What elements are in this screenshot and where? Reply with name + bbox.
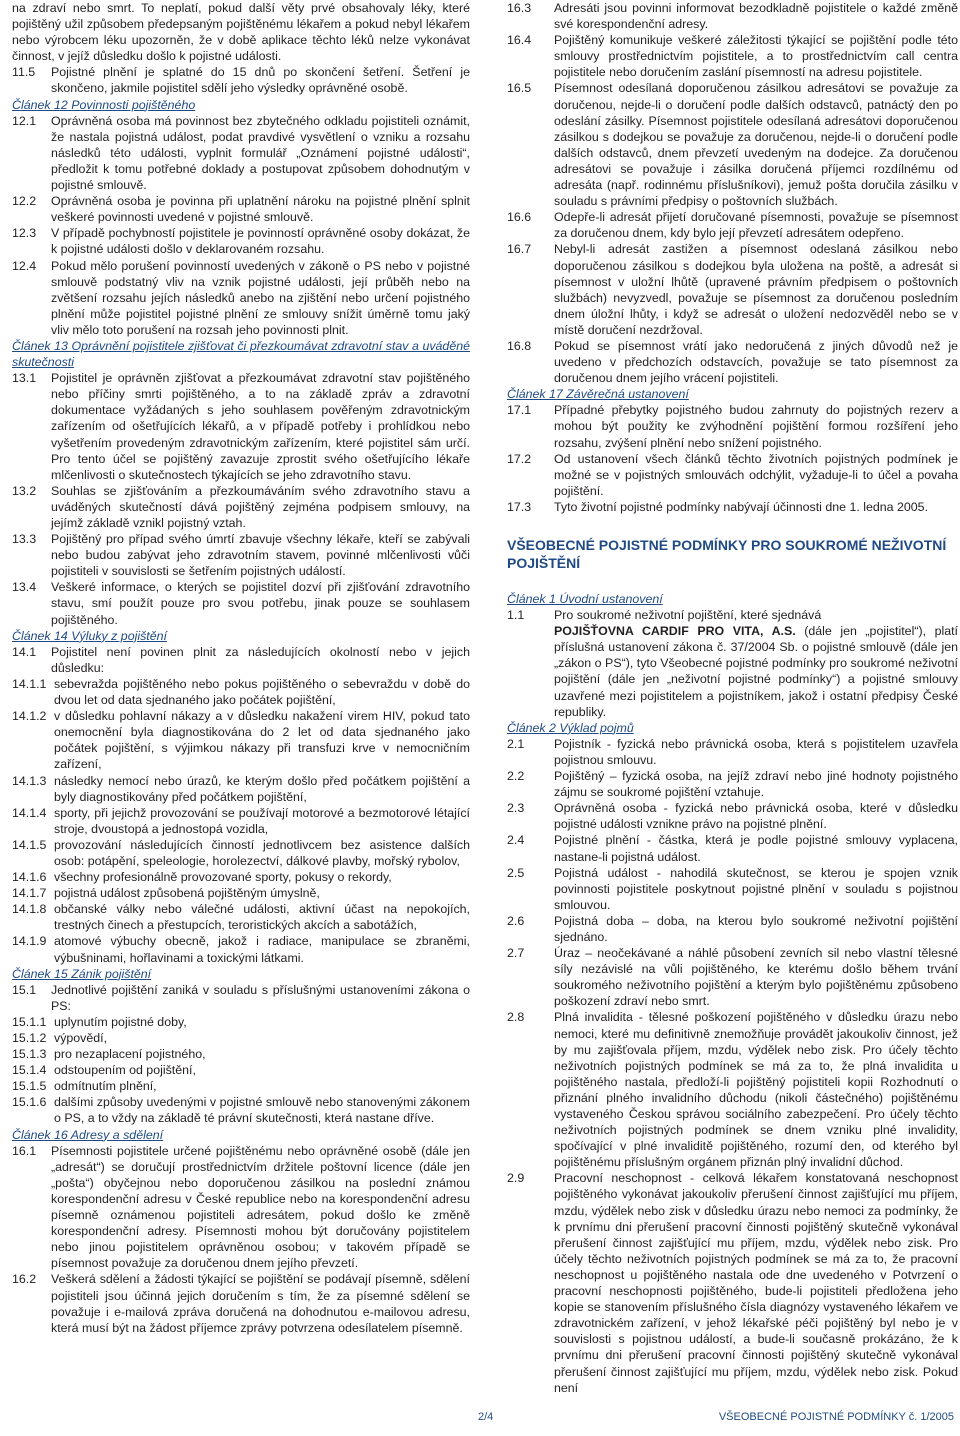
clause-item — [507, 499, 958, 515]
clause-number: 15.1.4 — [12, 1063, 47, 1078]
clause-text: Veškerá sdělení a žádosti týkající se pojištění se podávají písemně, sdělení pojistiteli jsou účinná jejich doručením s tím, že za písemné sdělení se považuje i e-mailová zpráva doručená na dohodnutou e-mailovou adresu, která musí být na žádost příjemce zprávy potvrzena odesílatelem písemně. — [51, 1272, 470, 1335]
clause-number: 2.4 — [507, 833, 525, 848]
clause-item — [12, 805, 470, 837]
clause-number: 12.4 — [12, 258, 37, 273]
clause-item — [507, 607, 958, 720]
clause-item — [12, 982, 470, 1014]
clause-item — [12, 225, 470, 257]
clause-text: Od ustanovení všech článků těchto životních pojistných podmínek je možné se v pojistných smlouvách odchýlit, vyžaduje-li to účel a povaha pojištění. — [554, 451, 958, 498]
clause-text: Nebyl-li adresát zastižen a písemnost odeslaná zásilkou nebo doporučenou zásilkou s dodejkou byla uložena na poště, a adresát si písemnost v uložní lhůtě (upravené právním předpisem o poštovních službách) nevyzvedl, považuje se písemnost za doručenou posledním dnem úložní lhůty, i když se adresát o uložení nedozvěděl nebo se v místě doručení nezdržoval. — [554, 242, 958, 337]
clause-number: 11.5 — [12, 65, 36, 80]
clause-item — [12, 1014, 470, 1030]
clause-item — [507, 1170, 958, 1395]
clause-number: 12.2 — [12, 194, 37, 209]
article-heading: Článek 13 Oprávnění pojistitele zjišťovat či přezkoumávat zdravotní stav a uváděné skutečnosti — [12, 338, 470, 370]
clause-item — [12, 1062, 470, 1078]
clause-number: 16.4 — [507, 33, 532, 48]
clause-text: Pojistitel je oprávněn zjišťovat a přezkoumávat zdravotní stav pojištěného nebo příčiny smrti pojištěného, a to na základě zpráv a zdravotní dokumentace vyžádaných s jeho souhlasem pověřeným zdravotnickým zařízením od ošetřujících lékařů, a v případě potřeby i prohlídkou nebo vyšetřením provedeným zdravotnickým zařízením, které pojistitel sám určí. Pro tento účel se pojištěný zavazuje zprostit svého ošetřujícího lékaře mlčenlivosti o skutečnostech týkajících se jeho zdravotního stavu. — [51, 371, 470, 482]
company-name: POJIŠŤOVNA CARDIF PRO VITA, A.S. — [554, 624, 796, 639]
clause-number: 16.3 — [507, 1, 532, 15]
clause-text: sebevražda pojištěného nebo pokus pojištěného o sebevraždu v době do dvou let od data sjednaného jako počátek pojištění, — [54, 676, 470, 708]
clause-number: 15.1.2 — [12, 1031, 47, 1045]
clause-item — [507, 209, 958, 241]
clause-item — [12, 901, 470, 933]
clause-number: 17.3 — [507, 499, 532, 514]
clause-text: Pojistitel není povinen plnit za následujících okolností nebo v jejich důsledku: — [51, 644, 470, 675]
clause-text: Pojistné plnění je splatné do 15 dnů po skončení šetření. Šetření je skončeno, jakmile pojistitel sdělí jeho výsledky oprávněné osobě. — [51, 65, 470, 96]
clause-number: 16.2 — [12, 1272, 37, 1287]
clause-number: 14.1 — [12, 644, 37, 659]
clause-text: Jednotlivé pojištění zaniká v souladu s příslušnými ustanoveními zákona o PS: — [51, 982, 470, 1013]
clause-text: Pojistné plnění - částka, která je podle pojistné smlouvy vyplacena, nastane-li pojistná událost. — [554, 833, 958, 864]
clause-text: provozování následujících činností jednotlivcem bez asistence dalších osob: potápění, speleologie, horolezectví, dálkové plavby, mořský rybolov, — [54, 837, 470, 868]
clause-number: 1.1 — [507, 608, 525, 623]
clause-text: V případě pochybností pojistitele je povinností oprávněné osoby dokázat, že k pojistné události došlo v deklarovaném rozsahu. — [51, 226, 470, 257]
article-heading: Článek 14 Výluky z pojištění — [12, 628, 167, 643]
clause-text: Souhlas se zjišťováním a přezkoumáváním svého zdravotního stavu a uváděných skutečností dává pojištěný zejména podpisem smlouvy, na jejímž základě vznikl pojistný vztah. — [51, 483, 470, 530]
clause-number: 14.1.7 — [12, 886, 47, 901]
clause-text: Případné přebytky pojistného budou zahrnuty do pojistných rezerv a mohou být použity ke zvýhodnění pojištění formou rozšíření jeho rozsahu, zvýšení plnění nebo snížení pojistného. — [554, 403, 958, 450]
clause-text: Pojistná událost - nahodilá skutečnost, se kterou je spojen vznik povinnosti pojistitele poskytnout pojistné plnění v souladu s pojistnou smlouvou. — [554, 865, 958, 912]
clause-number: 2.1 — [507, 736, 525, 751]
clause-item — [12, 1046, 470, 1062]
clause-item — [12, 258, 470, 338]
clause-number: 2.2 — [507, 769, 525, 784]
clause-item — [507, 451, 958, 499]
clause-number: 2.6 — [507, 913, 525, 928]
clause-number: 2.5 — [507, 865, 525, 880]
clause-number: 15.1.1 — [12, 1014, 47, 1029]
clause-number: 16.7 — [507, 242, 532, 257]
clause-number: 2.9 — [507, 1171, 525, 1186]
clause-text: Pojištěný – fyzická osoba, na jejíž zdraví nebo jiné hodnoty pojistného zájmu se soukromé pojištění vztahuje. — [554, 769, 958, 800]
clause-text: uplynutím pojistné doby, — [54, 1014, 187, 1029]
clause-text: výpovědí, — [54, 1031, 108, 1045]
clause-text-part: (dále jen „pojistitel“), platí příslušná ustanovení zákona č. 37/2004 Sb. o pojistné smlouvě (dále jen „zákon o PS“), tyto Všeobecné pojistné podmínky pro soukromé neživotní pojištění (dále jen „neživotní pojistné podmínky“) a pojistné smlouvy uzavřené mezi pojistitelem a pojistníkem, jakož i ostatní předpisy České republiky. — [554, 624, 958, 719]
clause-number: 14.1.3 — [12, 773, 47, 788]
clause-item — [12, 773, 470, 805]
clause-number: 16.1 — [12, 1143, 37, 1158]
clause-item — [507, 736, 958, 768]
clause-text: Písemnosti pojistitele určené pojištěnému nebo oprávněné osobě (dále jen „adresát“) se doručují prostřednictvím držitele poštovní licence (dále jen „pošta“) obyčejnou nebo doporučenou zásilkou na poslední známou korespondenční adresu v České republice nebo na korespondenční adresu písemně oznámenou pojistiteli adresátem, pokud došlo ke změně korespondenční adresy. Písemnosti mohou být doručovány pojistitelem nebo jinou pojistitelem oprávněnou osobou; v takovém případě se písemnost považuje za doručenou dnem jejího převzetí. — [51, 1143, 470, 1271]
clause-item — [507, 0, 958, 32]
clause-number: 15.1.3 — [12, 1047, 47, 1062]
clause-number: 16.6 — [507, 210, 532, 225]
clause-item — [507, 832, 958, 864]
clause-text: Tyto životní pojistné podmínky nabývají účinnosti dne 1. ledna 2005. — [554, 499, 929, 514]
clause-item — [12, 885, 470, 901]
clause-text: všechny profesionálně provozované sporty, pokusy o rekordy, — [54, 870, 392, 885]
clause-text: následky nemocí nebo úrazů, ke kterým došlo před počátkem pojištění a byly diagnostikovány před počátkem pojištění, — [54, 773, 470, 804]
clause-item — [507, 913, 958, 945]
clause-text: pro nezaplacení pojistného, — [54, 1047, 206, 1062]
article-heading: Článek 1 Úvodní ustanovení — [507, 592, 663, 606]
clause-item — [12, 1094, 470, 1126]
clause-text: Oprávněná osoba je povinna při uplatnění nároku na pojistné plnění splnit veškeré povinnosti uvedené v pojistné smlouvě. — [51, 194, 470, 225]
clause-number: 15.1.5 — [12, 1079, 47, 1094]
clause-item — [12, 837, 470, 869]
clause-item — [12, 64, 470, 96]
clause-item — [12, 1271, 470, 1335]
right-column — [507, 0, 958, 1400]
clause-item — [12, 579, 470, 627]
article-heading: Článek 2 Výklad pojmů — [507, 720, 634, 735]
clause-item — [507, 80, 958, 209]
clause-number: 15.1 — [12, 982, 37, 997]
paragraph: na zdraví nebo smrt. To neplatí, pokud další věty prvé obsahovaly léky, které pojištěný užil způsobem předepsaným pojištěnému lékařem a pokud nebyl lékařem nebo výrobcem léku upozorněn, že v době aplikace těchto léků nelze vykonávat činnost, v jejíž důsledku došlo k pojistné události. — [12, 1, 470, 64]
clause-text: Veškeré informace, o kterých se pojistitel dozví při zjišťování zdravotního stavu, smí použít pouze pro svou potřebu, jinak pouze se souhlasem pojištěného. — [51, 580, 470, 627]
article-heading: Článek 15 Zánik pojištění — [12, 966, 152, 981]
clause-text: Pokud mělo porušení povinností uvedených v zákoně o PS nebo v pojistné smlouvě podstatný vliv na vznik pojistné události, její průběh nebo na zvětšení rozsahu jejích následků anebo na zjištění nebo určení pojistného plnění může pojistitel pojistné plnění ze smlouvy snížit úměrně tomu jaký vliv mělo toto porušení na rozsah jeho povinnosti plnit. — [51, 258, 470, 337]
clause-number: 15.1.6 — [12, 1095, 47, 1110]
footer-title: VŠEOBECNÉ POJISTNÉ PODMÍNKY č. 1/2005 — [718, 1411, 954, 1423]
clause-text: občanské války nebo válečné události, aktivní účast na nepokojích, trestných činech a přestupcích, teroristických akcích a sabotážích, — [54, 902, 470, 933]
clause-item — [12, 193, 470, 225]
clause-number: 16.8 — [507, 338, 532, 353]
clause-item — [12, 1078, 470, 1094]
clause-item — [12, 933, 470, 965]
clause-item — [507, 338, 958, 386]
clause-item — [12, 531, 470, 579]
clause-item — [12, 1030, 470, 1046]
clause-text: Pracovní neschopnost - celková lékařem konstatovaná neschopnost pojištěného vykonávat jakoukoliv přerušení činnost zajišťující mu příjem, mzdu, výdělek nebo zisk v důsledku úrazu nebo nemoci za podmínky, že k prvnímu dni přerušení pracovní činnosti pojištěný skutečně vykonával přerušení činnost zajišťující mu příjem, mzdu, výdělek nebo zisk. Pro účely těchto neživotních pojistných podmínek se má za to, že pracovní neschopnost u pojištěného nastala ode dne uvedeného v Potvrzení o pracovní neschopnosti pojištěného, bude-li pojistiteli předložena jeho kopie se stanovením příslušného čísla diagnózy vystaveného lékařem ve zdravotnickém zařízení, v jehož lékařské péči pojištěný byl nebo je v souvislosti s pojistnou událostí, a bude-li současně prokázáno, že k prvnímu dni přerušení pracovní činnosti pojištěný skutečně vykonával přerušení činnost zajišťující mu příjem, mzdu, výdělek nebo zisk. Pokud není — [554, 1171, 958, 1395]
article-heading: Článek 17 Závěrečná ustanovení — [507, 387, 689, 402]
clause-text: Oprávněná osoba - fyzická nebo právnická osoba, které v důsledku pojistné události vznikne právo na pojistné plnění. — [554, 801, 958, 832]
clause-number: 14.1.1 — [12, 676, 47, 691]
clause-number: 14.1.6 — [12, 870, 47, 885]
clause-text: pojistná událost způsobená pojištěným úmyslně, — [54, 886, 320, 901]
clause-number: 14.1.8 — [12, 902, 47, 917]
clause-text: Úraz – neočekávané a náhlé působení zevních sil nebo vlastní tělesné síly nezávislé na vůli pojištěného, ke kterému došlo během trvání soukromého neživotního pojištění a kterým bylo pojištěnému způsobeno poškození zdraví nebo smrt. — [554, 946, 958, 1009]
clause-item — [12, 869, 470, 885]
clause-text: Pojištěný pro případ svého úmrtí zbavuje všechny lékaře, kteří se zabývali nebo budou zabývat jeho zdravotním stavem, povinné mlčenlivosti vůči pojistiteli v souvislosti se šetřením pojistných událostí. — [51, 532, 470, 579]
clause-number: 17.1 — [507, 403, 532, 418]
clause-text: Pojistník - fyzická nebo právnická osoba, která s pojistitelem uzavřela pojistnou smlouvu. — [554, 736, 958, 767]
clause-text: Plná invalidita - tělesné poškození pojištěného v důsledku úrazu nebo nemoci, které mu definitivně znemožňuje provádět jakoukoliv činnost, jež by mu zajišťovala příjem, mzdu, výdělek nebo zisk. Pro účely těchto neživotních pojistných podmínek se má za to, že plná invalidita u pojištěného nastala, předloží-li pojištěný pojistiteli kopii Rozhodnutí o přiznání plného invalidního důchodu (nikoli částečného) pojištěnému vystaveného Českou správou sociálního zabezpečení. Pro účely těchto neživotních pojistných podmínek se dnem vzniku plné invalidity, spočívající v plné invaliditě pojištěného, rozumí den, od kterého byl pojištěnému příslušným orgánem přiznán plný invalidní důchod. — [554, 1010, 958, 1170]
clause-text-part: Pro soukromé neživotní pojištění, které sjednává — [554, 608, 822, 623]
clause-text: Oprávněná osoba má povinnost bez zbytečného odkladu pojistiteli oznámit, že nastala pojistná událost, podat pravdivé vysvětlení o vzniku a rozsahu následků této události, vyplnit formulář „Oznámení pojistné události“, předložit k tomu potřebné doklady a postupovat způsobem dohodnutým v pojistné smlouvě. — [51, 113, 470, 193]
clause-item — [12, 708, 470, 772]
clause-item — [507, 768, 958, 800]
clause-number: 14.1.5 — [12, 837, 47, 852]
clause-number: 2.7 — [507, 946, 525, 961]
clause-item — [507, 1009, 958, 1170]
clause-item — [507, 800, 958, 832]
clause-item — [12, 644, 470, 676]
clause-item — [12, 483, 470, 531]
clause-item — [507, 32, 958, 80]
left-column — [12, 0, 470, 1400]
clause-number: 2.3 — [507, 801, 525, 816]
clause-number: 14.1.2 — [12, 709, 47, 724]
clause-text: odmítnutím plnění, — [54, 1079, 157, 1094]
clause-number: 13.2 — [12, 483, 37, 498]
clause-text: dalšími způsoby uvedenými v pojistné smlouvě nebo stanovenými zákonem o PS, a to vždy na základě té právní skutečnosti, která nastane dříve. — [54, 1095, 470, 1126]
clause-text: v důsledku pohlavní nákazy a v důsledku nakažení virem HIV, pokud tato onemocnění byla diagnostikována do 2 let od data sjednaného jako počátek pojištění, s výjimkou nákazy při transfuzi krve v nemocničním zařízení, — [54, 709, 470, 772]
clause-text: Pojistná doba – doba, na kterou bylo soukromé neživotní pojištění sjednáno. — [554, 913, 958, 944]
clause-number: 2.8 — [507, 1010, 525, 1025]
clause-item — [12, 1143, 470, 1272]
clause-text — [554, 607, 958, 720]
clause-number: 14.1.4 — [12, 805, 47, 820]
clause-item — [507, 402, 958, 450]
clause-number: 16.5 — [507, 81, 532, 96]
clause-item — [507, 945, 958, 1009]
article-heading: Článek 12 Povinnosti pojištěného — [12, 97, 196, 112]
clause-number: 12.3 — [12, 226, 37, 241]
clause-item — [12, 370, 470, 483]
clause-number: 13.3 — [12, 532, 37, 547]
section-title: VŠEOBECNÉ POJISTNÉ PODMÍNKY PRO SOUKROMÉ NEŽIVOTNÍ POJIŠTĚNÍ — [507, 537, 947, 571]
clause-text: Písemnost odesílaná doporučenou zásilkou adresátovi se považuje za doručenou, nejde-li o doručení podle dalších odstavců, patnáctý den po odeslání zásilky. Písemnost pojistitele odesílaná adresátovi doporučenou zásilkou s dodejkou se považuje za doručenou, nejde-li o doručení podle dalších odstavců, dnem převzetí uvedeným na dodejce. Za doručenou adresátovi se považuje i zásilka doručená příjemci rozdílnému od adresáta (např. rodinnému příslušníkovi), jemuž pošta doručila zásilku v souladu s právními předpisy o poštovních službách. — [554, 81, 958, 209]
clause-item — [12, 676, 470, 708]
clause-number: 13.1 — [12, 371, 37, 386]
clause-text: Pokud se písemnost vrátí jako nedoručená z jiných důvodů než je uvedeno v předchozích odstavcích, považuje se tato písemnost za doručenou dnem jejího vrácení pojistiteli. — [554, 338, 958, 386]
clause-item — [12, 113, 470, 193]
clause-item — [507, 865, 958, 913]
clause-text: sporty, při jejichž provozování se používají motorové a bezmotorové létající stroje, dvoustopá a jednostopá vozidla, — [54, 805, 470, 836]
article-heading: Článek 16 Adresy a sdělení — [12, 1127, 164, 1142]
clause-number: 14.1.9 — [12, 934, 47, 949]
clause-item — [507, 241, 958, 338]
page-number: 2/4 — [478, 1411, 494, 1423]
clause-number: 12.1 — [12, 113, 37, 128]
clause-text: odstoupením od pojištění, — [54, 1063, 196, 1078]
clause-text: Adresáti jsou povinni informovat bezodkladně pojistitele o každé změně své korespondenční adresy. — [554, 1, 958, 32]
clause-number: 17.2 — [507, 451, 532, 466]
clause-text: atomové výbuchy obecně, jakož i radiace, manipulace se zbraněmi, výbušninami, hořlavinami a toxickými látkami. — [54, 934, 470, 965]
clause-text: Odepře-li adresát přijetí doručované písemnosti, považuje se písemnost za doručenou dnem, kdy bylo její převzetí adresátem odepřeno. — [554, 210, 958, 241]
clause-number: 13.4 — [12, 580, 37, 595]
clause-text: Pojištěný komunikuje veškeré záležitosti týkající se pojištění podle této smlouvy prostřednictvím pojistitele, a to prostřednictvím call centra pojistitele nebo doručením zaslání písemností na adresu pojistitele. — [554, 33, 958, 80]
